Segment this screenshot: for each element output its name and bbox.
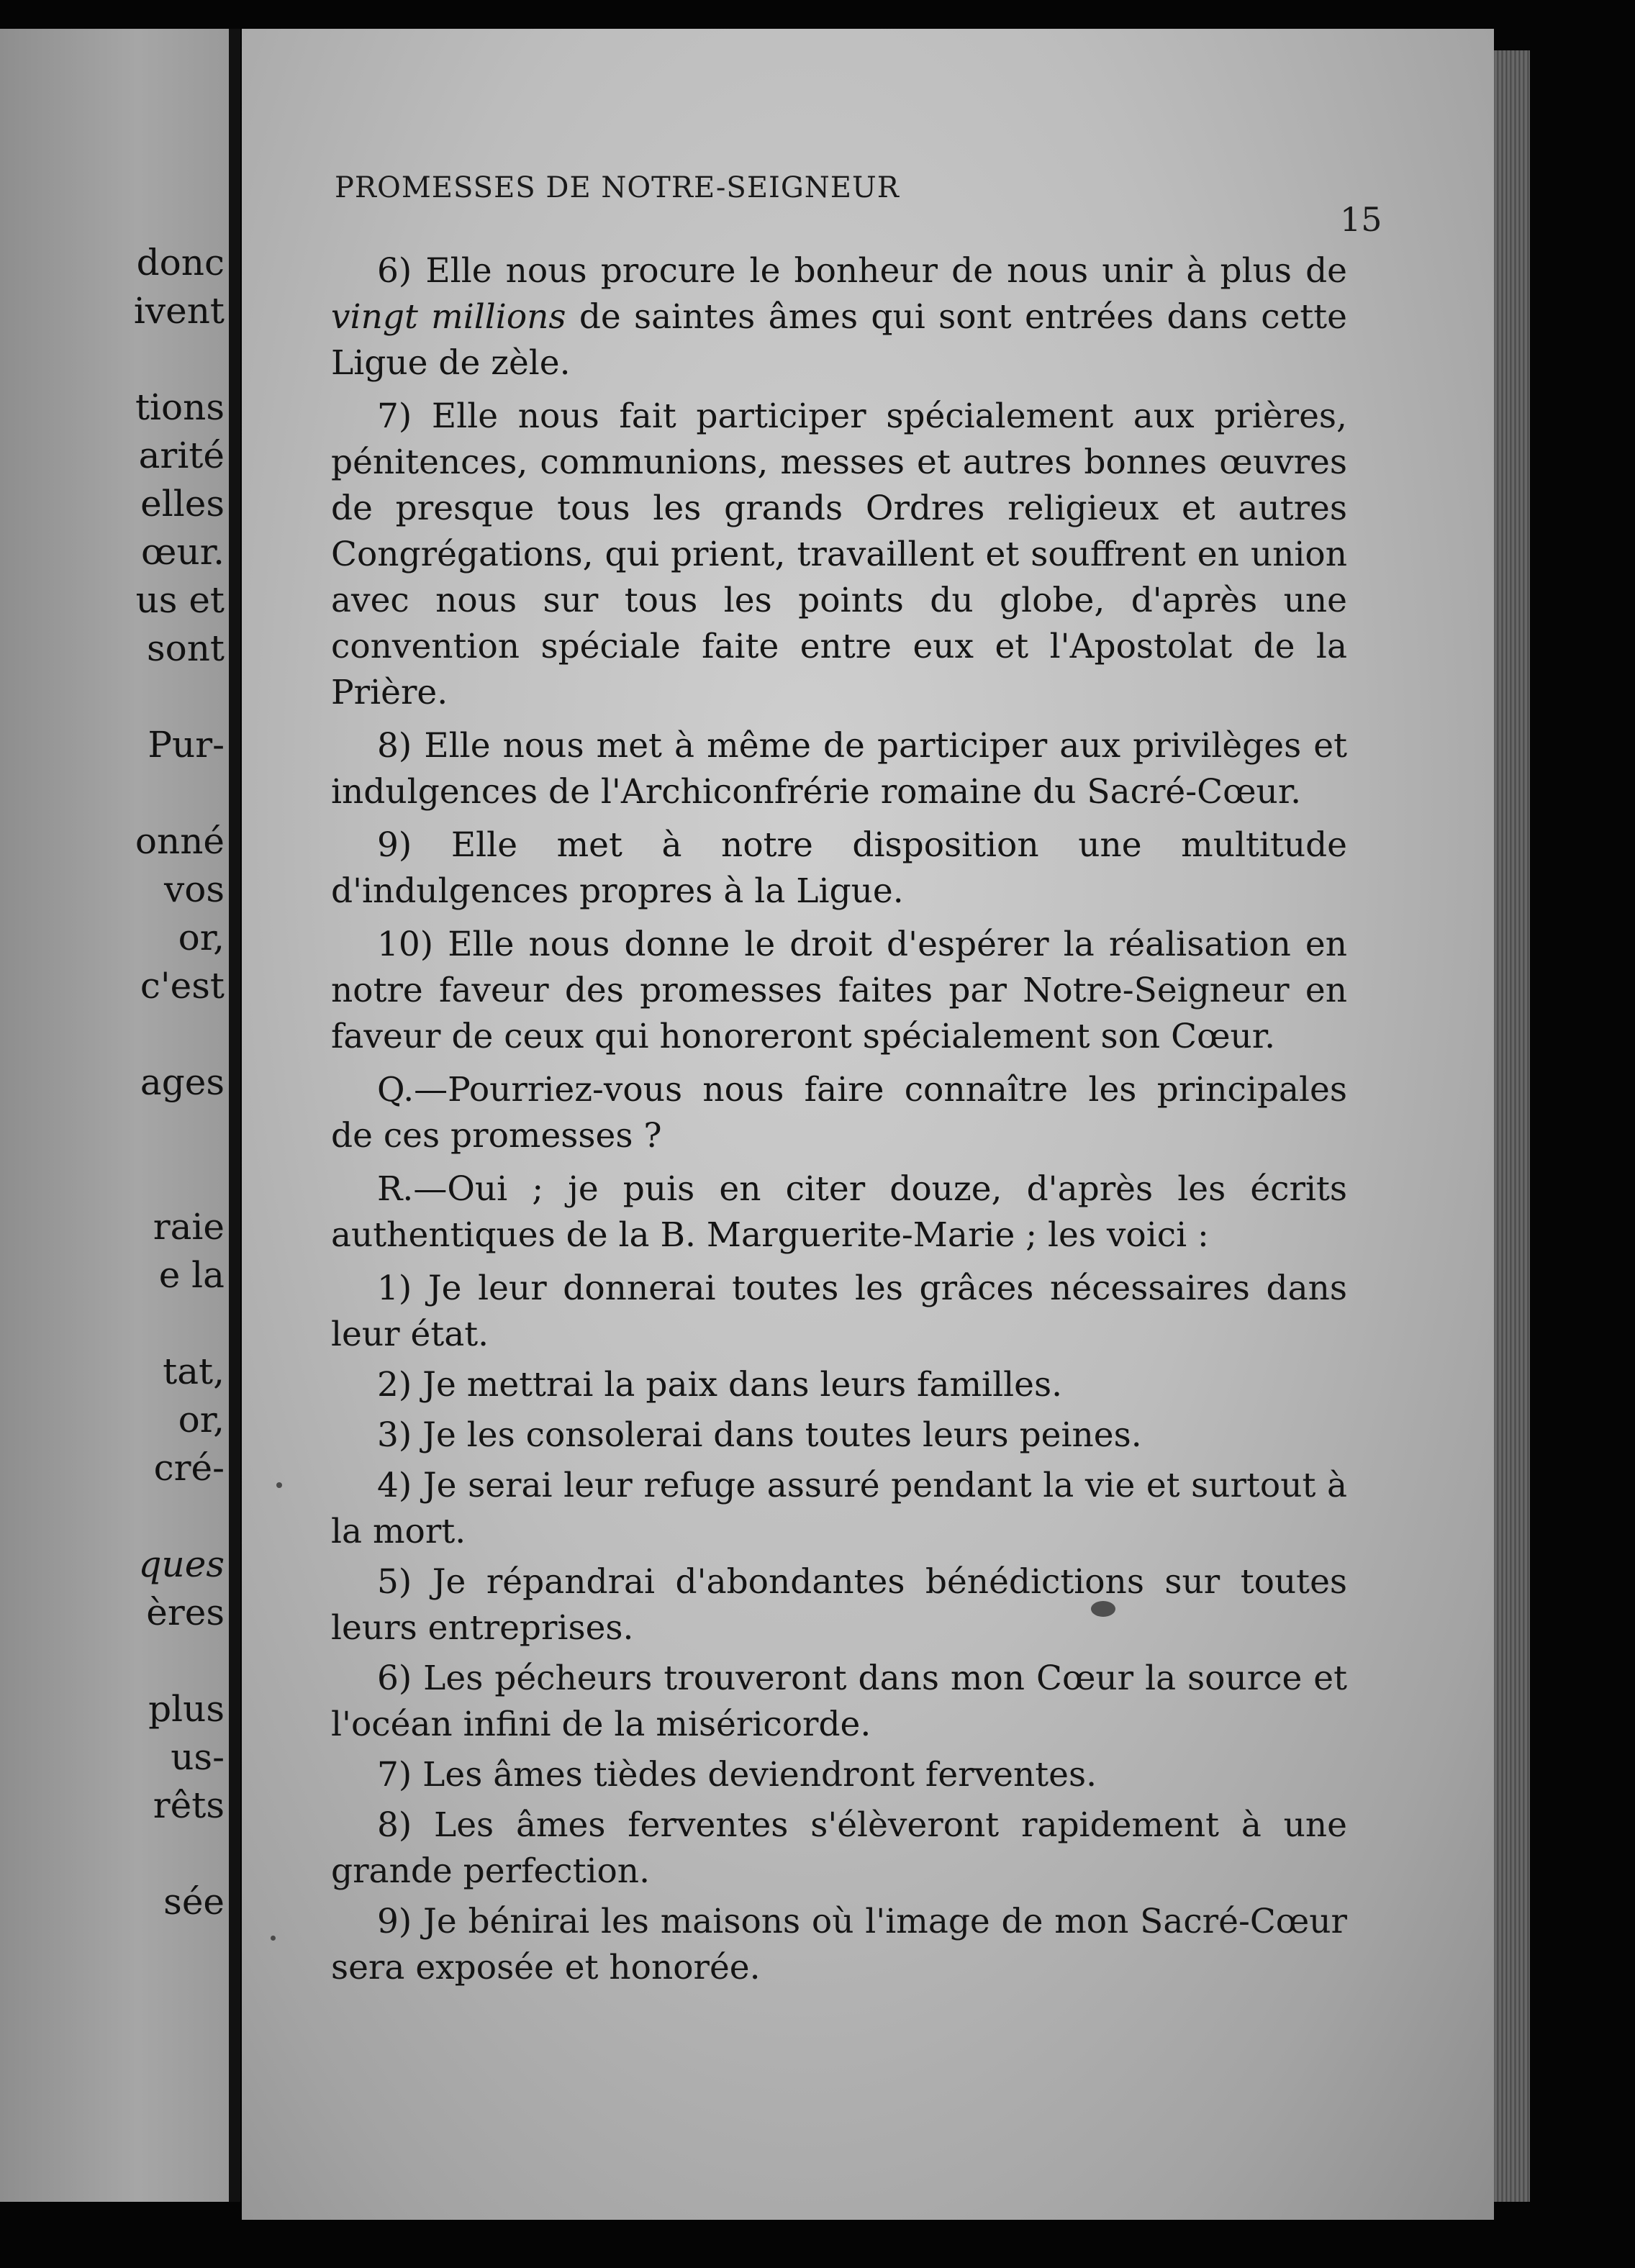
page-number: 15	[1340, 200, 1382, 239]
promise-item: 9) Je bénirai les maisons où l'image de mon Sacré-Cœur sera exposée et honorée.	[331, 1902, 1347, 1987]
answer: R.—Oui ; je puis en citer douze, d'après les écrits authentiques de la B. Marguerite-Marie ; les voici :	[331, 1169, 1347, 1255]
question: Q.—Pourriez-vous nous faire connaître les principales de ces promesses ?	[331, 1070, 1347, 1156]
facing-page-fragment: Pur-	[148, 724, 225, 766]
paragraph: 9) Elle met à notre disposition une multitude d'indulgences propres à la Ligue.	[331, 825, 1347, 911]
facing-page-fragment: us-	[171, 1736, 225, 1778]
facing-page-fragment: œur.	[141, 531, 225, 573]
promise-item: 3) Je les consolerai dans toutes leurs peines.	[377, 1415, 1142, 1455]
facing-page-fragment: rêts	[153, 1784, 225, 1826]
facing-page-fragment: donc	[136, 242, 225, 284]
facing-page-fragment: onné	[135, 820, 225, 862]
paragraph: 7) Elle nous fait participer spécialement aux prières, pénitences, communions, messes et autres bonnes œuvres de presque tous les grands Ordres religieux et autres Congrégations, qui prient, travaillent et souffrent en union avec nous sur tous les points du globe, d'après une convention spéciale faite entre eux et l'Apostolat de la Prière.	[331, 396, 1347, 712]
ink-speck	[271, 1936, 276, 1941]
promise-item: 6) Les pécheurs trouveront dans mon Cœur la source et l'océan infini de la miséricorde.	[331, 1659, 1347, 1744]
book-gutter	[229, 29, 240, 2202]
facing-page-fragment: ères	[146, 1592, 225, 1633]
facing-page-fragment: raie	[153, 1206, 225, 1248]
promise-item: 8) Les âmes ferventes s'élèveront rapidement à une grande perfection.	[331, 1805, 1347, 1891]
promise-item: 2) Je mettrai la paix dans leurs familles.	[377, 1365, 1063, 1405]
facing-page-fragment: us et	[135, 579, 225, 621]
facing-page-fragment: e la	[158, 1254, 225, 1296]
paragraph: 6) Elle nous procure le bonheur de nous unir à plus de vingt millions de saintes âmes qui sont entrées dans cette Ligue de zèle.	[331, 251, 1347, 383]
facing-page-fragment: arité	[138, 435, 225, 476]
ink-speck	[276, 1482, 282, 1488]
emphasis: vingt millions	[331, 297, 566, 337]
facing-page-fragment: vos	[163, 868, 225, 910]
paragraph: 10) Elle nous donne le droit d'espérer la réalisation en notre faveur des promesses faites par Notre-Seigneur en faveur de ceux qui honoreront spécialement son Cœur.	[331, 925, 1347, 1056]
facing-page-fragment: plus	[148, 1688, 225, 1730]
promise-item: 1) Je leur donnerai toutes les grâces nécessaires dans leur état.	[331, 1269, 1347, 1354]
facing-page-fragment: or,	[178, 917, 225, 958]
facing-page-fragment: ages	[140, 1061, 225, 1103]
running-head: PROMESSES DE NOTRE-SEIGNEUR	[335, 171, 900, 204]
facing-page-fragment: sont	[146, 627, 225, 669]
promise-item: 5) Je répandrai d'abondantes bénédictions sur toutes leurs entreprises.	[331, 1562, 1347, 1648]
facing-page-fragment: sée	[163, 1881, 225, 1923]
facing-page-fragment: c'est	[140, 965, 225, 1007]
facing-page-fragment: ques	[138, 1543, 225, 1585]
paragraph: 8) Elle nous met à même de participer aux privilèges et indulgences de l'Archiconfrérie romaine du Sacré-Cœur.	[331, 726, 1347, 812]
facing-page-fragment: or,	[178, 1399, 225, 1441]
promise-item: 4) Je serai leur refuge assuré pendant la vie et surtout à la mort.	[331, 1466, 1347, 1551]
facing-page-fragment: cré-	[153, 1447, 225, 1489]
facing-page-fragment: elles	[140, 483, 225, 525]
facing-page-fragment: tions	[135, 386, 225, 428]
facing-page-fragment: tat,	[163, 1351, 225, 1392]
page-block-edges	[1494, 50, 1530, 2202]
facing-page-edge	[0, 29, 229, 2202]
promise-item: 7) Les âmes tièdes deviendront ferventes.	[377, 1755, 1097, 1795]
page-body	[331, 248, 1347, 1995]
facing-page-fragment: ivent	[133, 290, 225, 332]
